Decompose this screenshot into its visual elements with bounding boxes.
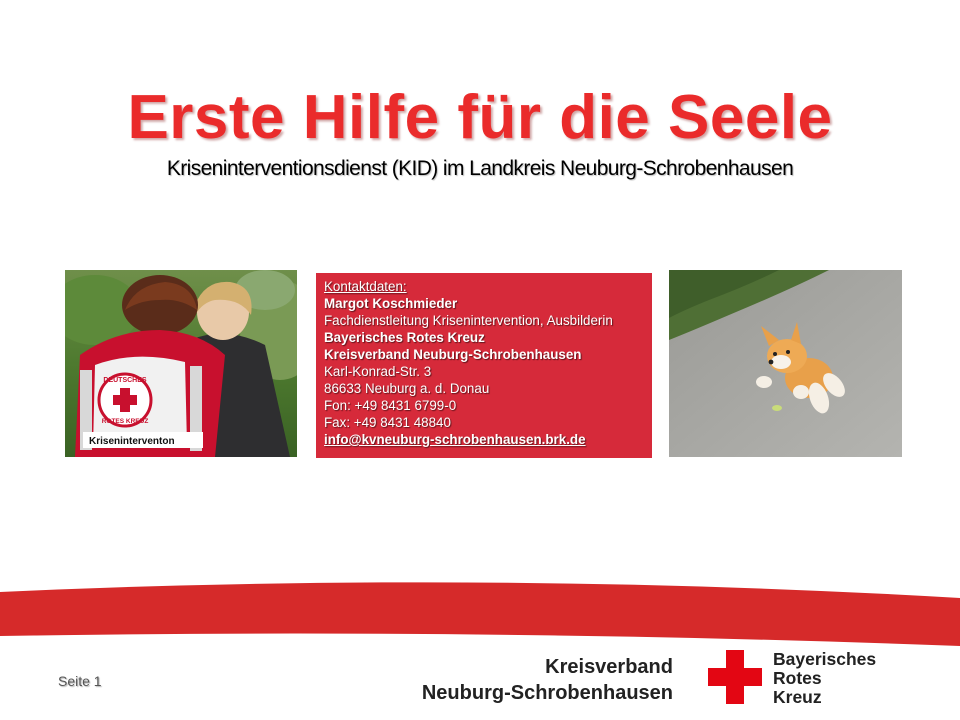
- brk-logo-text: [773, 650, 876, 707]
- red-cross-icon: [708, 650, 762, 704]
- brk-logo-line1: Bayerisches: [773, 649, 877, 669]
- contact-email-link[interactable]: info@kvneuburg-schrobenhausen.brk.de: [324, 432, 586, 447]
- photo-crisis-responders: [65, 270, 297, 457]
- footer-branch-line2: Neuburg-Schrobenhausen: [421, 682, 673, 704]
- contact-street: Karl-Konrad-Str. 3: [324, 364, 432, 379]
- contact-city: 86633 Neuburg a. d. Donau: [324, 381, 490, 396]
- contact-box: [316, 273, 652, 458]
- contact-branch: Kreisverband Neuburg-Schrobenhausen: [324, 347, 582, 362]
- footer-branch-line1: Kreisverband: [545, 656, 673, 678]
- slide-title: Erste Hilfe für die Seele: [127, 83, 833, 152]
- vest-label: Kriseninterventon: [89, 436, 175, 447]
- photo-stuffed-toy: [669, 270, 902, 457]
- brk-logo-line2: Rotes: [773, 668, 822, 688]
- contact-phone: Fon: +49 8431 6799-0: [324, 398, 457, 413]
- vest-emblem-bottom: ROTES KREUZ: [101, 418, 149, 425]
- contact-heading: Kontaktdaten:: [324, 279, 407, 294]
- vest-emblem-top: DEUTSCHES: [103, 377, 147, 384]
- footer-branch-text: [422, 654, 673, 706]
- contact-name: Margot Koschmieder: [324, 296, 458, 311]
- red-swoosh-band: [0, 578, 960, 658]
- contact-org: Bayerisches Rotes Kreuz: [324, 330, 485, 345]
- brk-logo-line3: Kreuz: [773, 687, 822, 707]
- slide-subtitle: Kriseninterventionsdienst (KID) im Landkreis Neuburg-Schrobenhausen: [166, 157, 794, 180]
- page-number: Seite 1: [58, 673, 102, 689]
- contact-role: Fachdienstleitung Krisenintervention, Ausbilderin: [324, 313, 613, 328]
- contact-fax: Fax: +49 8431 48840: [324, 415, 451, 430]
